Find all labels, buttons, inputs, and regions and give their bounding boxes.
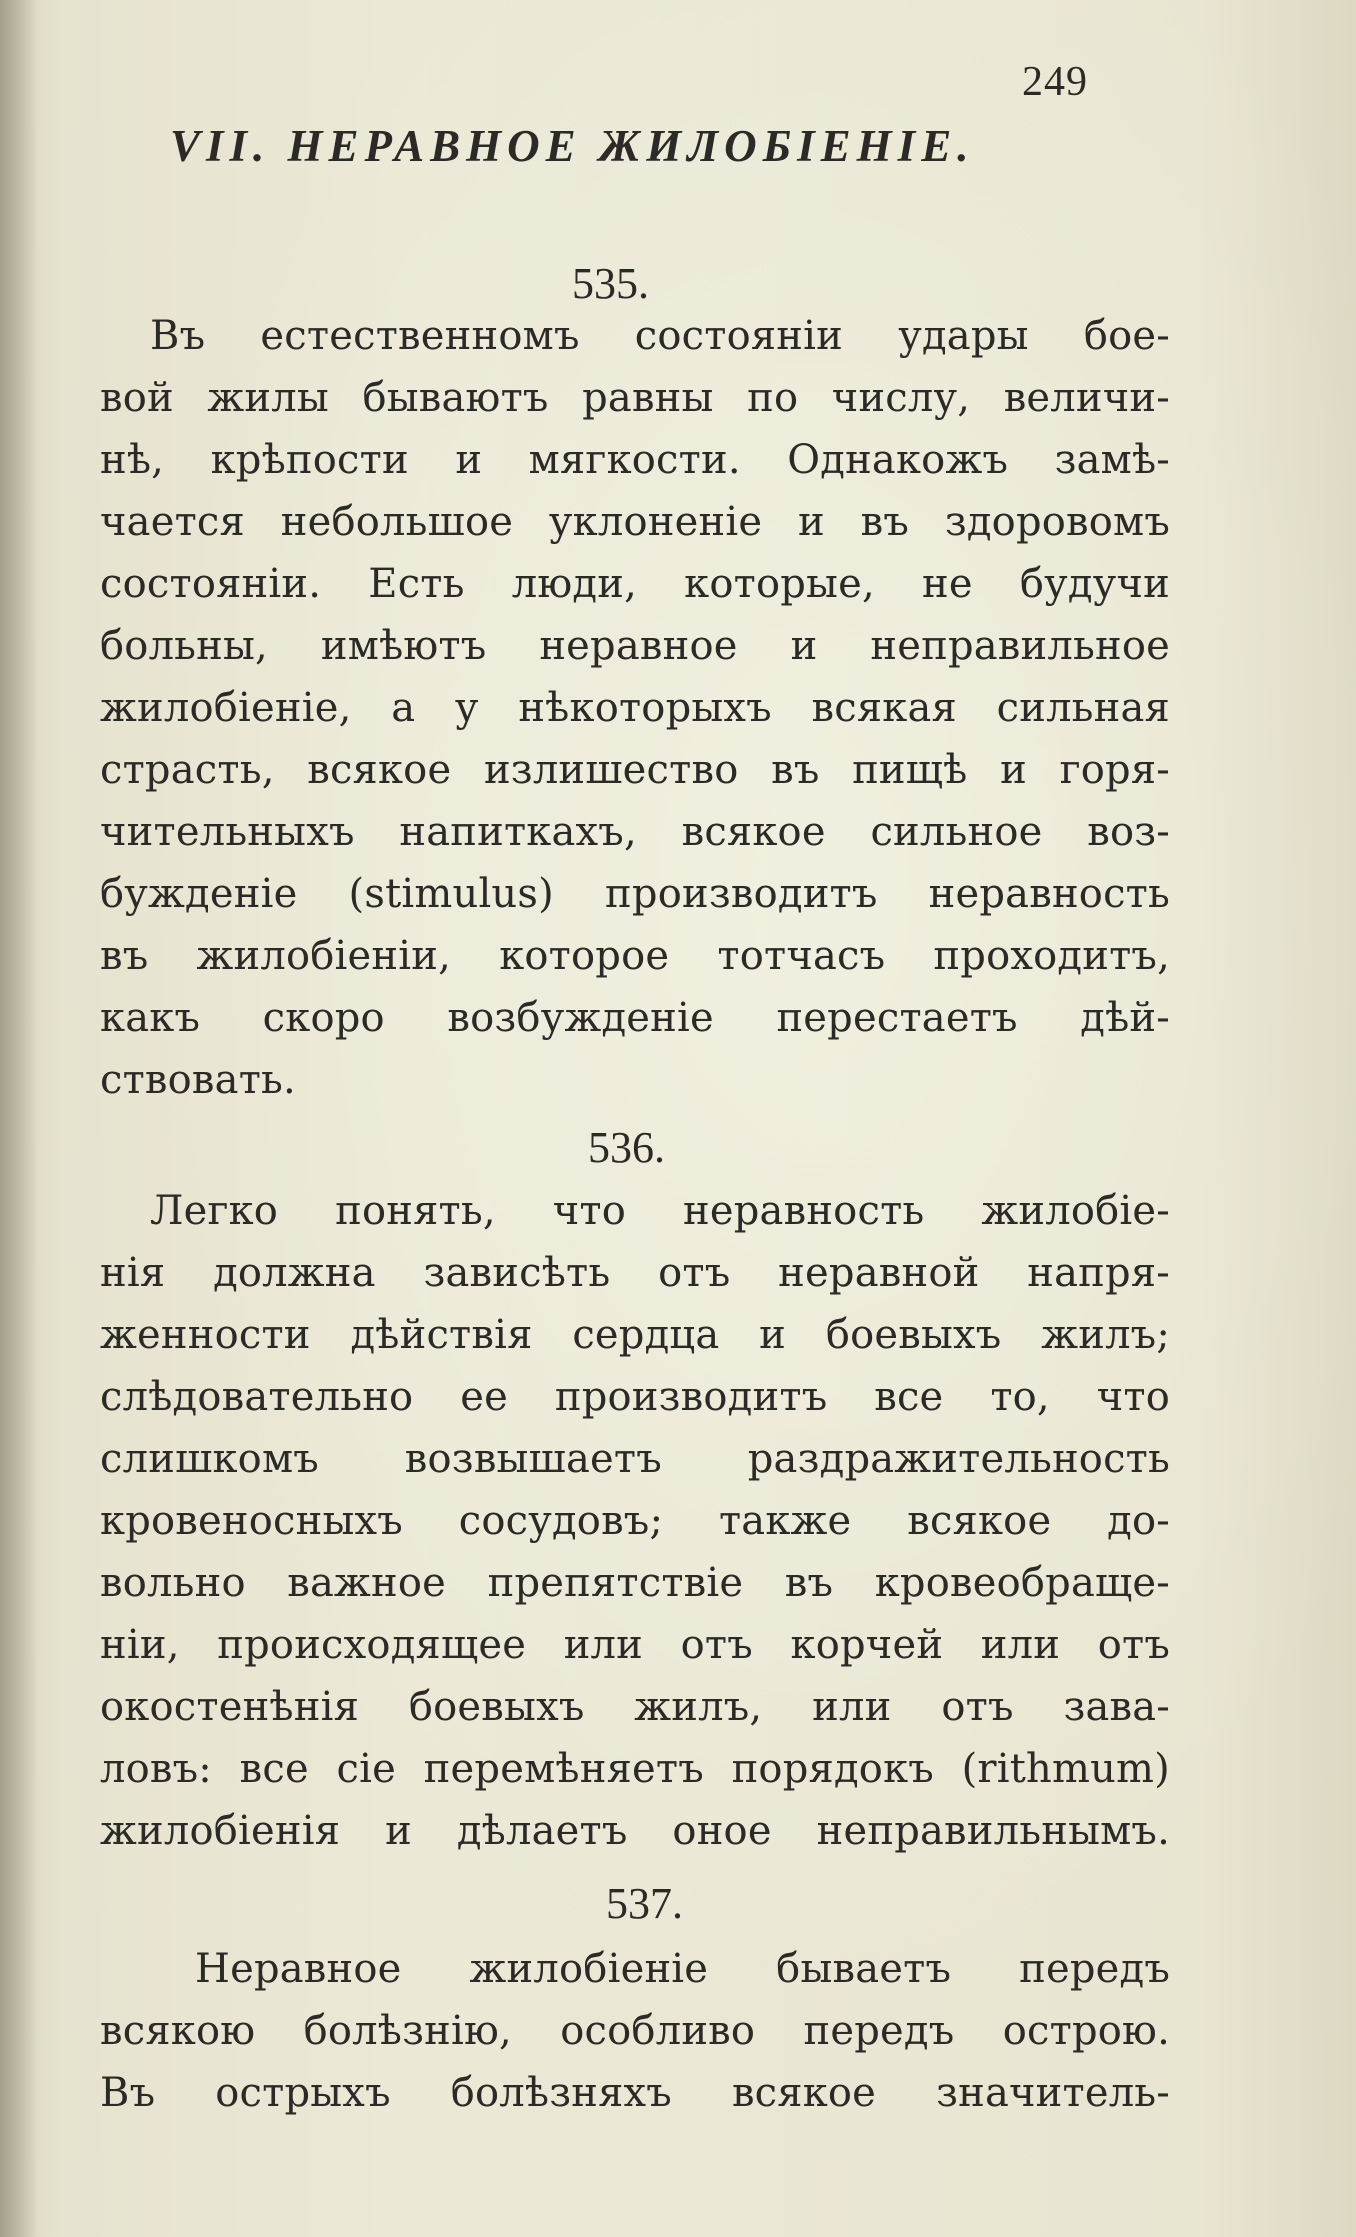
section-number: 535.: [572, 259, 649, 308]
text-line: нѣ, крѣпости и мягкости. Однакожъ замѣ-: [100, 437, 1170, 483]
text-line: страсть, всякое излишество въ пищѣ и горя-: [100, 747, 1170, 793]
text-line: Въ естественномъ состояніи удары бое-: [150, 313, 1170, 359]
section-number: 536.: [588, 1123, 665, 1172]
text-line: женности дѣйствія сердца и боевыхъ жилъ;: [100, 1312, 1170, 1358]
section-number: 537.: [606, 1879, 683, 1928]
text-line: слишкомъ возвышаетъ раздражительность: [100, 1436, 1170, 1482]
running-head: VII. НЕРАВНОЕ ЖИЛОБІЕНІЕ.: [170, 121, 975, 171]
text-line: кровеносныхъ сосудовъ; также всякое до-: [100, 1498, 1170, 1544]
text-line: состояніи. Есть люди, которые, не будучи: [100, 561, 1170, 607]
text-line: ствовать.: [100, 1057, 296, 1103]
text-line: жилобіеніе, а у нѣкоторыхъ всякая сильная: [100, 685, 1170, 731]
text-line: бужденіе (stimulus) производитъ неравность: [100, 871, 1170, 917]
text-line: вольно важное препятствіе въ кровеобраще-: [100, 1560, 1170, 1606]
text-line: какъ скоро возбужденіе перестаетъ дѣй-: [100, 995, 1170, 1041]
text-line: ловъ: все сіе перемѣняетъ порядокъ (rithmum): [100, 1746, 1170, 1792]
text-line: нія должна зависѣть отъ неравной напря-: [100, 1250, 1170, 1296]
text-line: въ жилобіеніи, которое тотчасъ проходитъ,: [100, 933, 1170, 979]
text-line: всякою болѣзнію, особливо передъ острою.: [100, 2008, 1170, 2054]
text-line: слѣдовательно ее производитъ все то, что: [100, 1374, 1170, 1420]
text-line: жилобіенія и дѣлаетъ оное неправильнымъ.: [100, 1808, 1170, 1854]
page-gutter-shadow: [0, 0, 38, 2237]
text-line: больны, имѣютъ неравное и неправильное: [100, 623, 1170, 669]
text-line: вой жилы бываютъ равны по числу, величи-: [100, 375, 1170, 421]
text-line: Неравное жилобіеніе бываетъ передъ: [195, 1946, 1170, 1992]
text-line: чительныхъ напиткахъ, всякое сильное воз-: [100, 809, 1170, 855]
text-line: ніи, происходящее или отъ корчей или отъ: [100, 1622, 1170, 1668]
text-line: чается небольшое уклоненіе и въ здоровомъ: [100, 499, 1170, 545]
page-number: 249: [1022, 59, 1088, 105]
text-line: Въ острыхъ болѣзняхъ всякое значитель-: [100, 2070, 1170, 2116]
text-line: Легко понять, что неравность жилобіе-: [150, 1188, 1170, 1234]
text-line: окостенѣнія боевыхъ жилъ, или отъ зава-: [100, 1684, 1170, 1730]
